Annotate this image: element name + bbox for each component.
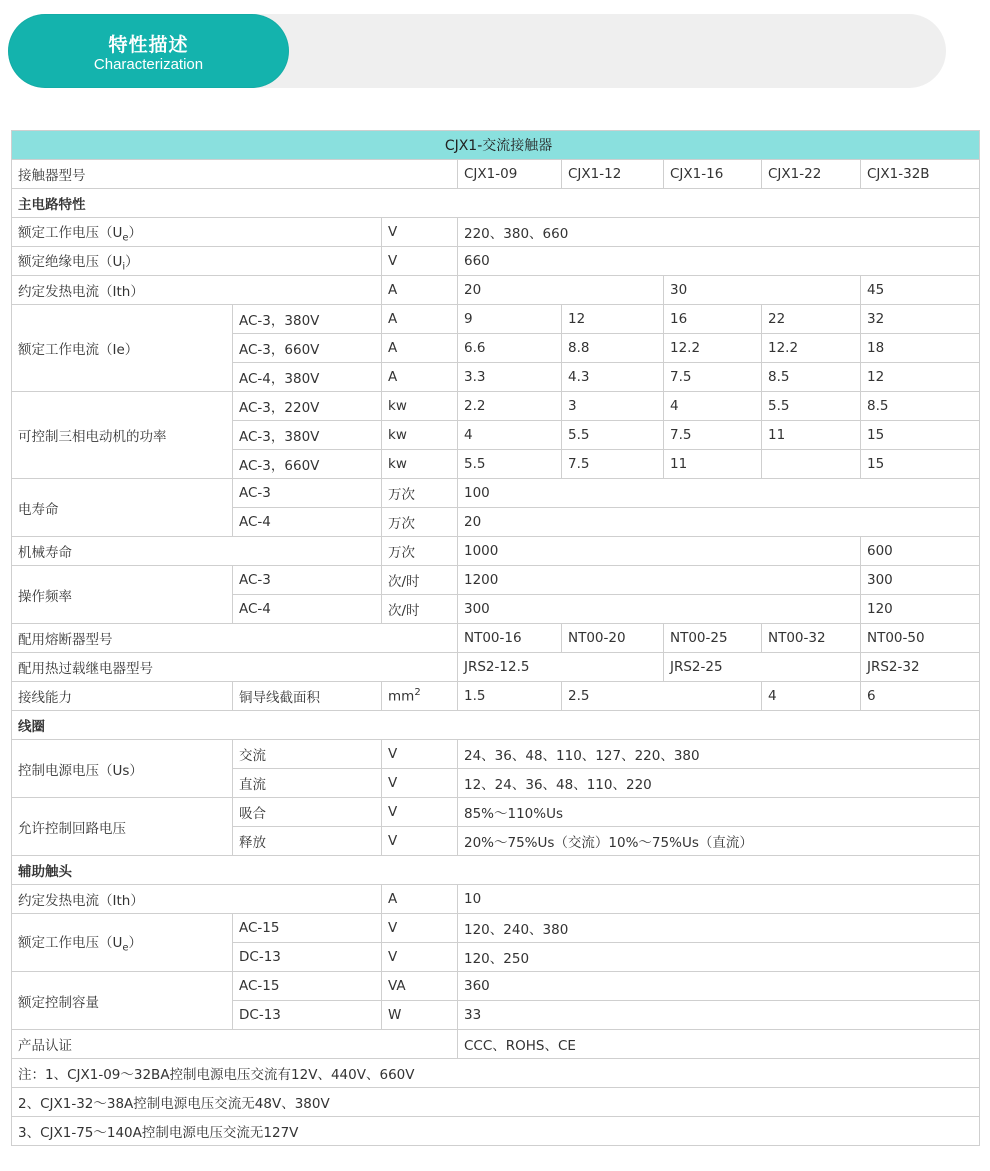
condition-cell: AC-3，380V	[233, 421, 382, 450]
condition-cell: 铜导线截面积	[233, 682, 382, 711]
value-cell: 600	[861, 537, 980, 566]
value-cell: 6.6	[458, 334, 562, 363]
row-label: 额定绝缘电压$(U_i)$	[12, 247, 382, 276]
unit-cell: A	[382, 885, 458, 914]
value-cell: NT00-25	[664, 624, 762, 653]
condition-cell: AC-4，380V	[233, 363, 382, 392]
row-label: 额定工作电流（Ie）	[12, 305, 233, 392]
section-heading: 辅助触头	[12, 856, 980, 885]
value-cell: 30	[664, 276, 861, 305]
row-label: 额定工作电压$(U_e)$	[12, 914, 233, 972]
model-cell: CJX1-12	[562, 160, 664, 189]
value-cell: 300	[458, 595, 861, 624]
value-cell: 220、380、660	[458, 218, 980, 247]
value-cell: 4	[762, 682, 861, 711]
value-cell: 1000	[458, 537, 861, 566]
value-cell: 9	[458, 305, 562, 334]
row-label: 允许控制回路电压	[12, 798, 233, 856]
value-cell: NT00-50	[861, 624, 980, 653]
unit-cell: A	[382, 276, 458, 305]
row-label: 配用熔断器型号	[12, 624, 458, 653]
value-cell: 8.5	[861, 392, 980, 421]
value-cell: NT00-20	[562, 624, 664, 653]
condition-cell: 直流	[233, 769, 382, 798]
section-title-cn: 特性描述	[108, 34, 189, 56]
unit-cell: V	[382, 740, 458, 769]
value-cell: 33	[458, 1001, 980, 1030]
table-row	[12, 624, 980, 653]
table-row	[12, 798, 980, 827]
note-text: 2、CJX1-32～38A控制电源电压交流无48V、380V	[12, 1088, 980, 1117]
unit-cell: V	[382, 769, 458, 798]
value-cell: 15	[861, 450, 980, 479]
spec-table	[11, 130, 980, 1146]
model-cell: CJX1-32B	[861, 160, 980, 189]
unit-cell: 万次	[382, 537, 458, 566]
unit-cell: kw	[382, 421, 458, 450]
value-cell: JRS2-12.5	[458, 653, 664, 682]
table-row	[12, 914, 980, 943]
value-cell: 120	[861, 595, 980, 624]
unit-cell: A	[382, 334, 458, 363]
table-row	[12, 218, 980, 247]
table-row	[12, 885, 980, 914]
condition-cell: AC-15	[233, 914, 382, 943]
unit-cell: V	[382, 914, 458, 943]
value-cell: 300	[861, 566, 980, 595]
condition-cell: AC-4	[233, 508, 382, 537]
unit-cell: V	[382, 827, 458, 856]
value-cell: 1.5	[458, 682, 562, 711]
row-label: 操作频率	[12, 566, 233, 624]
value-cell: 7.5	[562, 450, 664, 479]
note-row	[12, 1059, 980, 1088]
condition-cell: AC-3，660V	[233, 334, 382, 363]
section-row	[12, 189, 980, 218]
value-cell: 2.2	[458, 392, 562, 421]
value-cell: 10	[458, 885, 980, 914]
row-label: 接线能力	[12, 682, 233, 711]
table-row	[12, 740, 980, 769]
value-cell: 22	[762, 305, 861, 334]
section-title-en: Characterization	[93, 56, 204, 73]
row-label: 接触器型号	[12, 160, 458, 189]
table-title-row	[12, 131, 980, 160]
table-row	[12, 682, 980, 711]
value-cell: 6	[861, 682, 980, 711]
row-label: 约定发热电流（Ith）	[12, 885, 382, 914]
value-cell: 12、24、36、48、110、220	[458, 769, 980, 798]
value-cell: 20%～75%Us（交流）10%～75%Us（直流）	[458, 827, 980, 856]
value-cell: 20	[458, 276, 664, 305]
model-cell: CJX1-22	[762, 160, 861, 189]
unit-cell: VA	[382, 972, 458, 1001]
unit-cell: kw	[382, 450, 458, 479]
row-label: 配用热过载继电器型号	[12, 653, 458, 682]
value-cell: 12	[562, 305, 664, 334]
condition-cell: AC-3，380V	[233, 305, 382, 334]
condition-cell: AC-3，660V	[233, 450, 382, 479]
value-cell: 120、250	[458, 943, 980, 972]
table-title: CJX1-交流接触器	[12, 131, 980, 160]
value-cell: 660	[458, 247, 980, 276]
table-row	[12, 566, 980, 595]
condition-cell: DC-13	[233, 1001, 382, 1030]
condition-cell: DC-13	[233, 943, 382, 972]
table-row	[12, 972, 980, 1001]
section-heading: 线圈	[12, 711, 980, 740]
model-cell: CJX1-16	[664, 160, 762, 189]
condition-cell: 吸合	[233, 798, 382, 827]
value-cell: 11	[664, 450, 762, 479]
section-heading: 主电路特性	[12, 189, 980, 218]
value-cell: 5.5	[562, 421, 664, 450]
table-row	[12, 392, 980, 421]
table-row	[12, 247, 980, 276]
condition-cell: AC-3	[233, 479, 382, 508]
table-row	[12, 160, 980, 189]
row-label: 控制电源电压（Us）	[12, 740, 233, 798]
value-cell: 11	[762, 421, 861, 450]
row-label: 电寿命	[12, 479, 233, 537]
note-text: 注：1、CJX1-09～32BA控制电源电压交流有12V、440V、660V	[12, 1059, 980, 1088]
value-cell: 12.2	[762, 334, 861, 363]
value-cell: 7.5	[664, 363, 762, 392]
row-label: 机械寿命	[12, 537, 382, 566]
section-row	[12, 856, 980, 885]
condition-cell: 释放	[233, 827, 382, 856]
model-cell: CJX1-09	[458, 160, 562, 189]
condition-cell: AC-3，220V	[233, 392, 382, 421]
table-row	[12, 479, 980, 508]
note-text: 3、CJX1-75～140A控制电源电压交流无127V	[12, 1117, 980, 1146]
value-cell: 5.5	[762, 392, 861, 421]
value-cell: 8.8	[562, 334, 664, 363]
unit-cell: W	[382, 1001, 458, 1030]
value-cell: 120、240、380	[458, 914, 980, 943]
condition-cell: 交流	[233, 740, 382, 769]
value-cell: 2.5	[562, 682, 762, 711]
unit-cell: V	[382, 218, 458, 247]
section-title-pill	[8, 14, 289, 88]
condition-cell: AC-3	[233, 566, 382, 595]
value-cell: 3	[562, 392, 664, 421]
value-cell: NT00-32	[762, 624, 861, 653]
value-cell: 1200	[458, 566, 861, 595]
value-cell: 12.2	[664, 334, 762, 363]
value-cell: 5.5	[458, 450, 562, 479]
unit-cell: A	[382, 363, 458, 392]
unit-cell: kw	[382, 392, 458, 421]
value-cell	[762, 450, 861, 479]
value-cell: 100	[458, 479, 980, 508]
value-cell: JRS2-32	[861, 653, 980, 682]
table-row	[12, 653, 980, 682]
value-cell: 24、36、48、110、127、220、380	[458, 740, 980, 769]
unit-cell: V	[382, 798, 458, 827]
condition-cell: AC-15	[233, 972, 382, 1001]
unit-cell: 次/时	[382, 595, 458, 624]
row-label: 约定发热电流（Ith）	[12, 276, 382, 305]
unit-cell: 万次	[382, 508, 458, 537]
value-cell: 20	[458, 508, 980, 537]
row-label: 额定工作电压$(U_e)$	[12, 218, 382, 247]
value-cell: 8.5	[762, 363, 861, 392]
value-cell: 12	[861, 363, 980, 392]
value-cell: NT00-16	[458, 624, 562, 653]
table-row	[12, 537, 980, 566]
value-cell: 7.5	[664, 421, 762, 450]
note-row	[12, 1088, 980, 1117]
value-cell: 32	[861, 305, 980, 334]
note-row	[12, 1117, 980, 1146]
value-cell: 85%～110%Us	[458, 798, 980, 827]
unit-cell: 次/时	[382, 566, 458, 595]
row-label: 额定控制容量	[12, 972, 233, 1030]
row-label: 可控制三相电动机的功率	[12, 392, 233, 479]
row-label: 产品认证	[12, 1030, 458, 1059]
table-row	[12, 276, 980, 305]
value-cell: 4	[664, 392, 762, 421]
value-cell: 16	[664, 305, 762, 334]
value-cell: 15	[861, 421, 980, 450]
value-cell: JRS2-25	[664, 653, 861, 682]
value-cell: 360	[458, 972, 980, 1001]
unit-cell: 万次	[382, 479, 458, 508]
table-row	[12, 305, 980, 334]
value-cell: 4	[458, 421, 562, 450]
condition-cell: AC-4	[233, 595, 382, 624]
value-cell: 45	[861, 276, 980, 305]
unit-cell: V	[382, 943, 458, 972]
value-cell: 18	[861, 334, 980, 363]
value-cell: 3.3	[458, 363, 562, 392]
table-row	[12, 1030, 980, 1059]
unit-cell: $mm^2$	[382, 682, 458, 711]
value-cell: 4.3	[562, 363, 664, 392]
section-row	[12, 711, 980, 740]
unit-cell: V	[382, 247, 458, 276]
unit-cell: A	[382, 305, 458, 334]
value-cell: CCC、ROHS、CE	[458, 1030, 980, 1059]
